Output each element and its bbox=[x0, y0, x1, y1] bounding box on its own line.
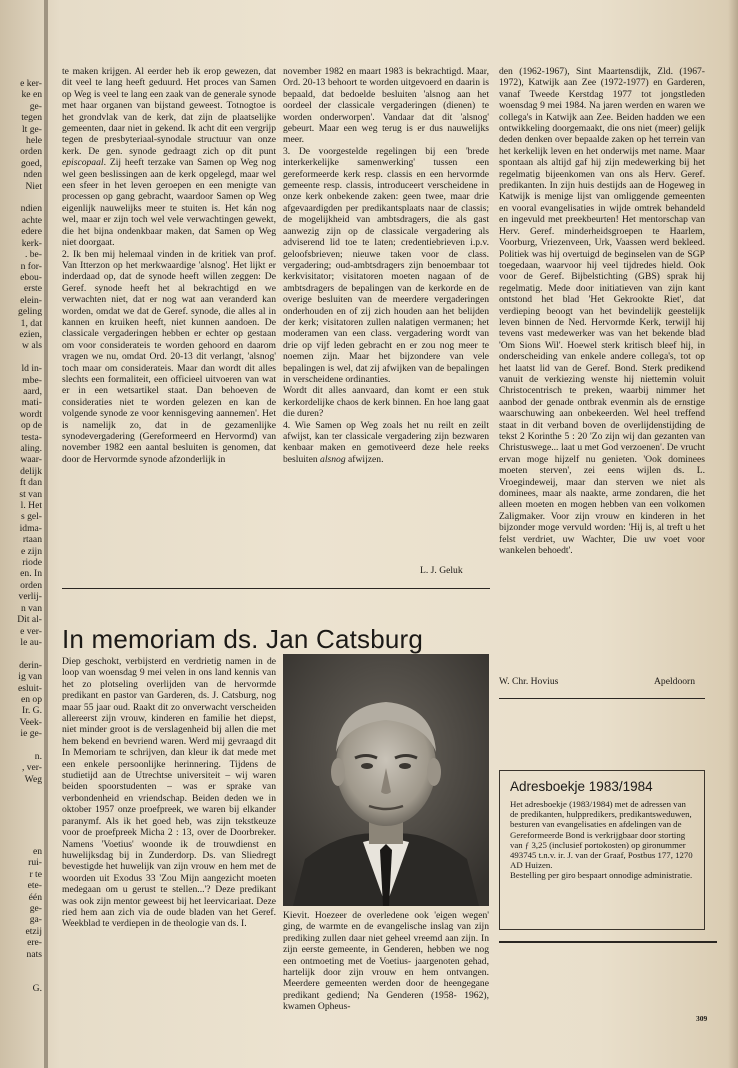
portrait-illustration bbox=[283, 654, 489, 906]
author-signature: L. J. Geluk bbox=[420, 565, 463, 576]
fragment-line: en op bbox=[20, 693, 42, 705]
article-column-2 bbox=[283, 66, 489, 571]
fragment-line: rtaan bbox=[22, 534, 42, 546]
fragment-line: nats bbox=[26, 948, 42, 960]
memoriam-title: In memoriam ds. Jan Catsburg bbox=[62, 624, 424, 654]
fragment-line: ie ge- bbox=[20, 728, 42, 740]
article-paragraph: 4. Wie Samen op Weg zoals het nu reilt en zeilt afwijst, kan ter classicale vergadering zijn bezwaren kenbaar maken en gemotiveerd deze hele reeks besluiten alsnog afwijzen. bbox=[283, 419, 489, 465]
column-end-rule bbox=[499, 941, 717, 943]
notice-text: Bestelling per giro bespaart onnodige administratie. bbox=[510, 870, 693, 881]
fragment-line: op de bbox=[20, 420, 42, 432]
fragment-line: nden bbox=[23, 169, 42, 181]
fragment-line: achte bbox=[21, 214, 42, 226]
fragment-line bbox=[0, 648, 42, 659]
fragment-line: orden bbox=[20, 146, 42, 158]
fragment-line: edere bbox=[21, 226, 42, 238]
fragment-line: Ir. G. bbox=[22, 705, 42, 717]
fragment-line: w als bbox=[22, 340, 42, 352]
fragment-line: tegen bbox=[21, 112, 42, 124]
article-paragraph: november 1982 en maart 1983 is bekrachtigd. Maar, Ord. 20-13 behoort te worden uitgevoerd en daarin is bepaald, dat bedoelde besluiten 'alsnog aan het oordeel der classicale vergaderingen (dienen) te worden onderworpen'. Vandaar dat dit 'alsnog' gebeurt. Maar een weg terug is er dus nauwelijks meer. bbox=[283, 66, 489, 146]
fragment-line: mati- bbox=[21, 397, 42, 409]
fragment-line: ere- bbox=[27, 937, 42, 949]
fragment-line: ebou- bbox=[20, 271, 42, 283]
portrait-photo bbox=[283, 654, 489, 906]
fragment-line bbox=[0, 352, 42, 363]
fragment-line: Dit al- bbox=[17, 614, 42, 626]
fragment-line: ig van bbox=[18, 671, 42, 683]
fragment-line: ga- bbox=[29, 914, 42, 926]
fragment-line bbox=[0, 192, 42, 203]
fragment-line: s gel- bbox=[20, 511, 42, 523]
fragment-line bbox=[0, 960, 42, 971]
fragment-line: ke en bbox=[21, 89, 42, 101]
fragment-line: Niet bbox=[25, 180, 42, 192]
fragment-line: , ver- bbox=[21, 762, 42, 774]
memoriam-author: W. Chr. Hovius bbox=[499, 676, 559, 687]
fragment-line: ge- bbox=[29, 100, 42, 112]
fragment-line: goed, bbox=[20, 157, 42, 169]
fragment-line bbox=[0, 971, 42, 982]
fragment-line: hele bbox=[26, 135, 42, 147]
fragment-line: st van bbox=[19, 488, 42, 500]
fragment-line: mbe- bbox=[22, 374, 42, 386]
fragment-line: Weg bbox=[24, 773, 42, 785]
article-paragraph: 3. De voorgestelde regelingen bij een 'brede interkerkelijke samenwerking' tussen een gereformeerde kerk resp. classis en een hervormde gemeente resp. classis, introduceert verscheidene in onze kerk onbekende zaken: geen twee, maar drie afgevaardigden per predikantsplaats naar de classis; de mogelijkheid van ambtsdragers, die als gast aanwezig zijn op de classicale vergadering als adviserend lid toe te laten; credentiebrieven i.p.v. geloofsbrieven; nieuwe taken voor de class. vergadering; oud-ambtsdragers zijn benoembaar tot kerkvisitator; visitatoren moeten nagaan of de ambtsdragers de bepalingen van de kerkorde en de overige besluiten van de meerdere vergaderingen onderhouden en of zij zich houden aan het belijden der kerk; visitatoren zullen nalatigen vermanen; het moderamen van een class. vergadering wordt van drie op vijf leden gebracht en er zou nog meer te noemen zijn. Maar het bijzondere van vele bepalingen is wel, dat zij afwijken van de bepalingen in verscheidene ordinanties. bbox=[283, 145, 489, 385]
fragment-line: Veek- bbox=[19, 716, 42, 728]
fragment-line: derin- bbox=[19, 659, 42, 671]
fragment-line: idma- bbox=[19, 522, 42, 534]
memoriam-column-2 bbox=[283, 910, 489, 1020]
fragment-line: e ver- bbox=[20, 625, 42, 637]
fragment-line: le au- bbox=[20, 636, 42, 648]
fragment-line: l. Het bbox=[20, 500, 42, 512]
fragment-line: ld in- bbox=[21, 363, 42, 375]
fragment-line: geling bbox=[18, 306, 42, 318]
fragment-line: testa- bbox=[21, 431, 42, 443]
fragment-line: erste bbox=[23, 283, 42, 295]
fragment-line: lt ge- bbox=[22, 123, 42, 135]
fragment-line: n. bbox=[34, 750, 42, 762]
fragment-line: verlij- bbox=[18, 591, 42, 603]
notice-text: Het adresboekje (1983/1984) met de adressen van de predikanten, hulppredikers, predikantsweduwen, besturen van evangelisaties en afdelingen van de Gereformeerde Bond is verkrijgbaar door storting van ƒ 3,25 (inclusief portokosten) op gironummer 493745 t.n.v. ir. J. van der Graaf, Postbus 177, 1270 AD Huizen. bbox=[510, 799, 693, 871]
page-edge-shadow bbox=[728, 0, 738, 1068]
previous-page-fragment bbox=[0, 78, 42, 790]
fragment-line: orden bbox=[20, 579, 42, 591]
fragment-line: esluit- bbox=[18, 682, 42, 694]
fragment-line: en bbox=[32, 846, 42, 857]
fragment-line bbox=[0, 740, 42, 751]
memoriam-author-place: Apeldoorn bbox=[654, 676, 696, 687]
article-paragraph: Wordt dit alles aanvaard, dan komt er een stuk kerkordelijke chaos de kerk binnen. En hoe lang gaat die duren? bbox=[283, 385, 489, 420]
fragment-line: ft dan bbox=[19, 477, 42, 489]
fragment-line: rui- bbox=[28, 857, 42, 869]
memoriam-paragraph: Diep geschokt, verbijsterd en verdrietig namen in de loop van woensdag 9 mei velen in ons land kennis van het zo plotseling overlijden van de hervormde predikant en pastor van Garderen, ds. J. Catsburg, nog maar 55 jaar oud. Raakt dit zo onverwacht verscheiden allereerst zijn vrouw, kinderen en familie het diepst, niet minder groot is de verslagenheid bij allen die met hem bekend en bevriend waren. Werd mij gevraagd dit In Memoriam te schrijven, dan kleur ik dat mede met een enkele persoonlijke herinnering. Tijdens de studietijd aan de Utrechtse universiteit – wij waren beiden spoorstudenten – was er sprake van verbondenheid en vriendschap. Beiden deden we in oktober 1957 onze proefpreek, we waren bij elkander paranymf. Als ik het goed heb, was zijn tekstkeuze voor de proefpreek Micha 2 : 13, over de Doorbreker. Namens 'Voetius' woonde ik de trouwdienst en huwelijksdag bij in Zunderdorp. Ds. van Sliedregt bevestigde het huwelijk van zijn vrouw en hem met de woorden uit Exodus 33 'Zou Mijn aangezicht moeten medegaan om u gerust te stellen...'? Deze predikant was ook zijn mentor geweest bij het leervicariaat. Deze ried hem aan zich via de oude bladen van het Geref. Weekblad te verdiepen in de theologie van ds. I. bbox=[62, 656, 276, 930]
memoriam-column-1 bbox=[62, 656, 276, 1016]
previous-page-fragment-lower bbox=[0, 846, 42, 1006]
fragment-line: n van bbox=[20, 602, 42, 614]
memoriam-paragraph: den (1962-1967), Sint Maartensdijk, Zld. (1967-1972), Katwijk aan Zee (1972-1977) en Garderen, vanaf Tweede Kerstdag 1977 tot jongstleden woensdag 9 mei 1984. Na jaren werden en waren we collega's in Katwijk aan Zee. Beiden hadden we een ontwikkeling doorgemaakt, die ons niet (meer) gelijk deden denken over bepaalde zaken op het terrein van het kerkelijk leven en het onderwijs met name. Maar spontaan als altijd gaf hij zijn medewerking bij het regelmatig bijeenkomen van ons als Herv. Geref. predikanten. In zijn huis destijds aan de Hogeweg in Katwijk is menige lijst van omliggende gemeenten en vooral evangelisaties in wijde omtrek behandeld en ingevuld met preekbeurten! Het mentorschap van Herv. Geref. minderheidsgroepen te Haarlem, Voorburg, Vriezenveen, Urk, Vaassen werd bekleed. Politiek was hij overtuigd de beginselen van de SGP toegedaan, waarvoor hij veel tijdredes hield. Ook voor de Geref. Bijbelstichting (GBS) sprak hij regelmatig. Mede door initiatieven van zijn kant ontstond het blad 'Het Gekrookte Riet', dat verdieping beoogt van het bevindelijk geestelijk leven binnen de Ned. Hervormde Kerk, terwijl hij tevens vast medewerker was van het bekende blad 'Om Sions Wil'. Hoewel sterk kritisch bleef hij, in onderscheiding van enkele andere collega's, tot op het laatst lid van de Geref. Bond. Sterk predikend vanuit de verkiezing wenste hij niettemin voluit Christocentrisch te preken, waarbij nimmer het aanbod der genade ontbrak evenmin als de ernstige waarschuwing aan onbekeerden. Wel heel treffend staat in dit verband boven de overlijdenstijding de tekst 2 Korinthe 5 : 20 'Zo zijn wij dan gezanten van Christuswege... laat u met God verzoenen'. De vrucht ervan moge hijzelf nu genieten. 'Ook dominees moeten sterven', zei eens wijlen ds. L. Vroegindeweij, maar dan sterven we niet als dominees, maar als naakte, arme zondaren, die het alleen moeten en mogen hebben van een volkomen Zaligmaker. Voor zijn vrouw en kinderen in het bijzonder moge vervuld worden: 'Hij is, al treft u het felst verdriet, uw Wachter, Die uw voet voor wankelen behoedt'. bbox=[499, 66, 705, 557]
fragment-line: G. bbox=[32, 982, 42, 994]
fragment-line: r te bbox=[29, 868, 42, 880]
fragment-line: één bbox=[28, 891, 42, 903]
fragment-line: ezien, bbox=[19, 328, 42, 340]
fragment-line: etzij bbox=[25, 925, 42, 937]
article-paragraph: te maken krijgen. Al eerder heb ik erop gewezen, dat dit veel te lang heeft geduurd. Het proces van Samen op Weg is veel te lang een zaak van de generale synode met haar organen van bijstand geweest. Totnogtoe is het grondvlak van de kerk, dat zijn de plaatselijke gemeenten, daar niet in gekend. Ik acht dit een vergrijp tegen de presbyteriaal-synodale structuur van onze kerk. De gen. synode gedraagt zich op dit punt episcopaal. Zij heeft terzake van Samen op Weg nog wel geen beslissingen aan de kerk opgelegd, maar wel een sfeer in het leven geroepen en een menigte van processen op gang gebracht, waardoor Samen op Weg eigenlijk nauwelijks meer te stuiten is. Het kán nog wel, maar er zijn toch wel vele verwachtingen gewekt, die het bijna ondenkbaar maken, dat Samen op Weg niet doorgaat. bbox=[62, 66, 276, 249]
fragment-line: delijk bbox=[20, 465, 42, 477]
fragment-line: ndien bbox=[20, 203, 42, 215]
memoriam-paragraph: Kievit. Hoezeer de overledene ook 'eigen wegen' ging, de warmte en de evangelische inslag van zijn prediking zullen daar niet geheel vreemd aan zijn. In zijn eerste gemeente, in Genderen, hebben we nog een ontmoeting met de Voetius- jaargenoten gehad, hartelijk door zijn vrouw en hem ontvangen. Meerdere gemeenten werden door de heengegane predikant gediend; Na Genderen (1958- 1962), kwamen Opheus- bbox=[283, 910, 489, 1013]
fragment-line: . be- bbox=[24, 249, 42, 261]
article-column-1 bbox=[62, 66, 276, 571]
fragment-line: e zijn bbox=[20, 545, 42, 557]
fragment-line: wordt bbox=[19, 408, 42, 420]
notice-box bbox=[499, 770, 705, 930]
fragment-line: 1, dat bbox=[20, 317, 42, 329]
fragment-line: kerk- bbox=[21, 237, 42, 249]
fragment-line: en. In bbox=[20, 568, 42, 580]
article-separator bbox=[62, 588, 490, 589]
fragment-line: e ker- bbox=[20, 78, 42, 89]
fragment-line: ete- bbox=[27, 880, 42, 892]
page-number: 309 bbox=[696, 1014, 708, 1023]
article-paragraph: 2. Ik ben mij helemaal vinden in de kritiek van prof. Van Itterzon op het merkwaardige 'alsnog'. Het lijkt er inderdaad op, dat de synode heeft willen zeggen: De Geref. synode heeft het al bekrachtigd en we verwachten niet, dat er nog wat aan veranderd kan worden, omdat we dat de Geref. synode, die alles al in kannen en kruiken heeft, niet kunnen aandoen. De classicale vergaderingen hebben er echter op gestaan om voor considerateis te worden gehoord en daarom vragen we nu, omdat Ord. 20-13 dit verlangt, 'alsnog' toch maar om considerateis. Maar dan wordt dit alles slechts een formaliteit, een officieel uitvoeren van wat er in een wetsartikel staat. Dan behoeven de consideraties niet te worden gelezen en kan de volgende synode ze voor kennisgeving aannemen'. Het is namelijk zo, dat in de gezamenlijke synodevergadering (Gereformeerd en Hervormd) van november 1982 een aantal besluiten is genomen, dat door de Hervormde synode afzonderlijk in bbox=[62, 248, 276, 465]
fragment-line: aling. bbox=[20, 443, 42, 454]
fragment-line: waar- bbox=[20, 454, 42, 466]
page-gutter bbox=[44, 0, 48, 1068]
fragment-line: ge- bbox=[29, 903, 42, 915]
fragment-line: elein- bbox=[20, 294, 42, 306]
memoriam-end-rule bbox=[499, 698, 705, 699]
fragment-line: riode bbox=[22, 557, 42, 569]
notice-title: Adresboekje 1983/1984 bbox=[510, 779, 653, 794]
fragment-line: n for- bbox=[20, 260, 42, 272]
fragment-line: aard, bbox=[23, 385, 42, 397]
memoriam-column-3 bbox=[499, 66, 705, 688]
